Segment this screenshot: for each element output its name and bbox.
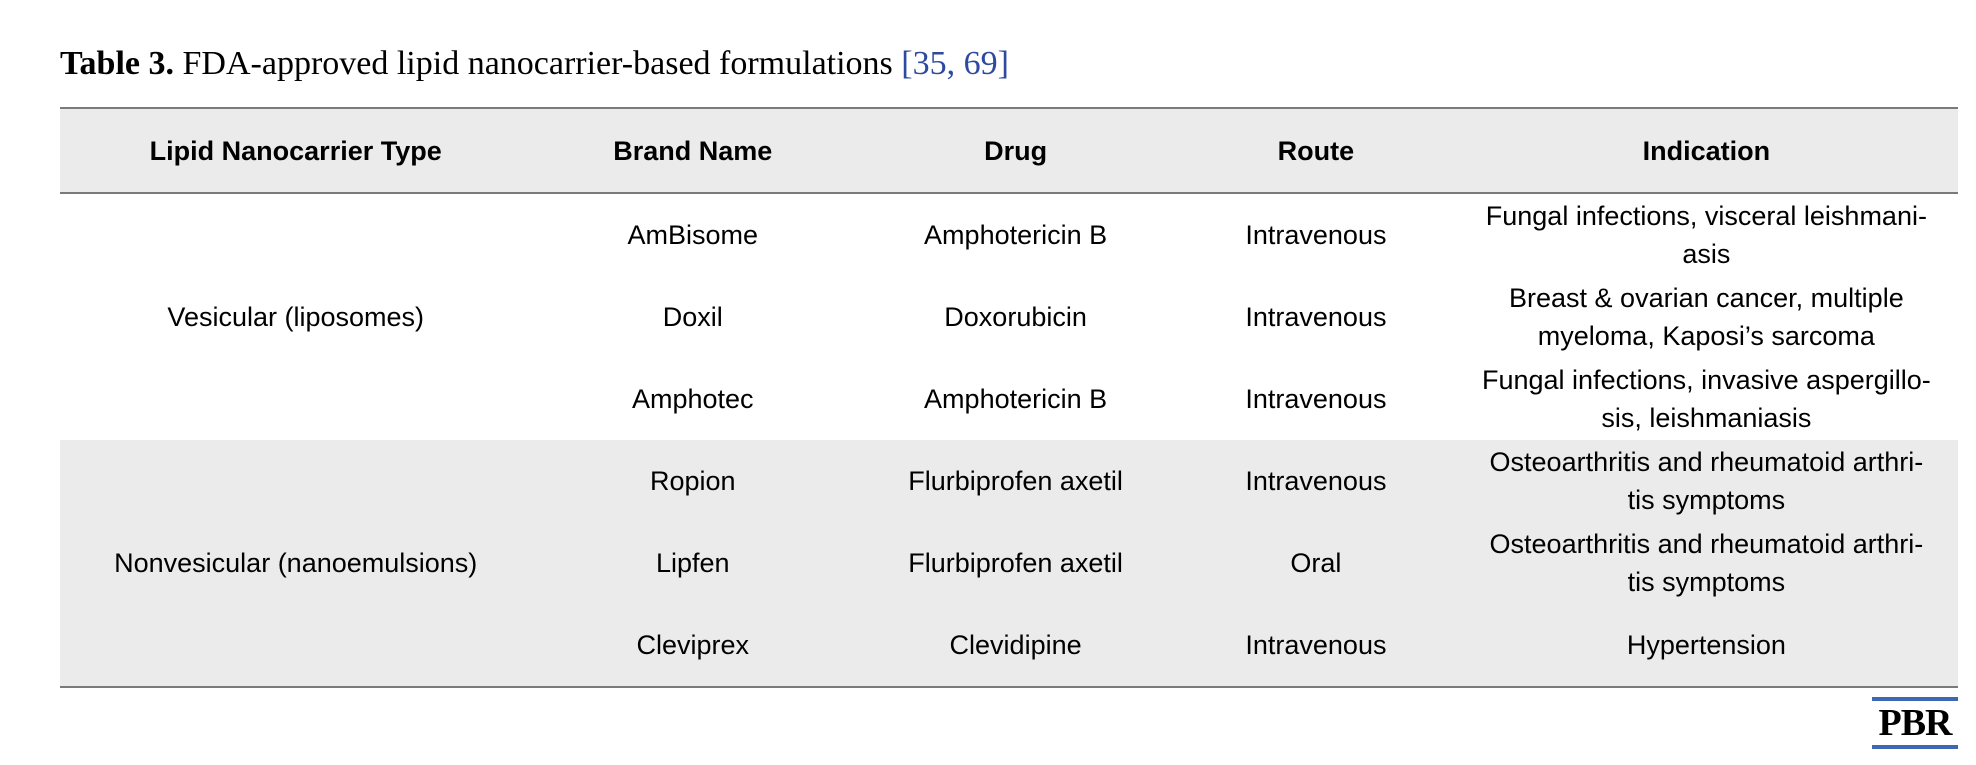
cell-brand: Amphotec — [631, 384, 754, 414]
cell-route: Intravenous — [1245, 302, 1387, 332]
cell-indication: Fungal infections, invasive aspergillo-sis, leishmaniasis — [1482, 365, 1931, 433]
cell-drug: Flurbiprofen axetil — [908, 548, 1123, 578]
cell-brand: Doxil — [662, 302, 723, 332]
cell-brand: Cleviprex — [531, 604, 854, 687]
cell-route: Intravenous — [1177, 604, 1455, 687]
cell-lipid-type: Vesicular (liposomes) — [167, 302, 425, 332]
cell-brand: Lipfen — [655, 548, 730, 578]
cell-route: Intravenous — [1245, 384, 1387, 414]
formulations-table — [60, 107, 1958, 688]
citation-link[interactable]: [35, 69] — [901, 45, 1009, 82]
cell-brand: Ropion — [649, 466, 736, 496]
header-lipid-type: Lipid Nanocarrier Type — [60, 108, 531, 193]
header-indication: Indication — [1455, 108, 1958, 193]
cell-drug: Amphotericin B — [924, 384, 1108, 414]
cell-brand: AmBisome — [627, 220, 759, 250]
header-drug: Drug — [854, 108, 1177, 193]
table-row — [60, 440, 1958, 522]
cell-indication: Hypertension — [1455, 604, 1958, 687]
table-caption-label: Table 3. — [60, 45, 175, 82]
table-caption — [60, 42, 1009, 86]
logo-text: PBR — [1878, 702, 1952, 744]
header-route: Route — [1177, 108, 1455, 193]
cell-drug: Amphotericin B — [924, 220, 1108, 250]
cell-drug: Clevidipine — [854, 604, 1177, 687]
cell-route: Intravenous — [1245, 220, 1387, 250]
table-header-row — [60, 108, 1958, 193]
cell-indication: Osteoarthritis and rheumatoid arthri-tis symptoms — [1489, 529, 1924, 597]
cell-lipid-type: Nonvesicular (nanoemulsions) — [60, 440, 531, 687]
cell-indication: Breast & ovarian cancer, multiple myeloma, Kaposi’s sarcoma — [1509, 283, 1904, 351]
cell-drug: Doxorubicin — [944, 302, 1087, 332]
cell-indication: Fungal infections, visceral leishmani-asis — [1485, 201, 1927, 269]
cell-drug: Flurbiprofen axetil — [908, 466, 1123, 496]
cell-route: Oral — [1290, 548, 1342, 578]
pbr-logo — [1872, 697, 1958, 749]
header-brand-name: Brand Name — [531, 108, 854, 193]
table-row — [60, 193, 1958, 276]
table-caption-text: FDA-approved lipid nanocarrier-based formulations — [174, 45, 902, 82]
cell-indication: Osteoarthritis and rheumatoid arthri-tis symptoms — [1489, 447, 1924, 515]
logo-bottom-bar — [1872, 745, 1958, 749]
cell-route: Intravenous — [1245, 466, 1387, 496]
